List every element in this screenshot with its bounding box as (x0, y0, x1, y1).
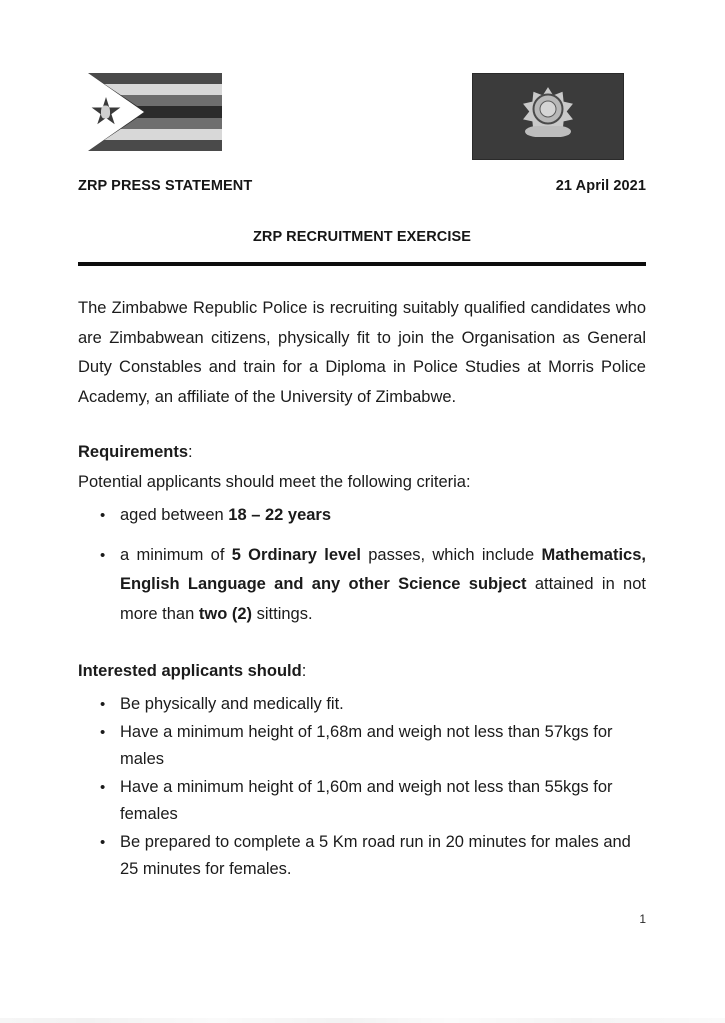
interested-heading-colon: : (301, 662, 307, 680)
intro-paragraph: The Zimbabwe Republic Police is recruiting suitably qualified candidates who are Zimbabwean citizens, physically fit to join the Organisation as General Duty Constables and train for a Diploma in Police Studies at Morris Police Academy, an affiliate of the University of Zimbabwe. (78, 299, 646, 406)
badge-emblem (522, 87, 574, 139)
emphasis-text: 5 Ordinary level (231, 545, 361, 564)
list-item-text: aged between (120, 506, 229, 524)
list-item-text: Have a minimum height of 1,68m and weigh not less than 57kgs for males (120, 722, 613, 768)
press-statement-line (78, 178, 646, 194)
list-item-text: Be prepared to complete a 5 Km road run in 20 minutes for males and 25 minutes for females. (120, 832, 631, 878)
emphasis-text: two (2) (198, 604, 253, 623)
list-item (78, 829, 646, 883)
interested-heading (78, 657, 646, 687)
emphasis-text: 18 – 22 years (228, 506, 332, 524)
list-item (78, 501, 646, 531)
requirements-bullet-list (78, 501, 646, 629)
zimbabwe-flag-icon (88, 73, 222, 151)
requirements-heading-text: Requirements (78, 443, 189, 461)
flag-stripe-1 (88, 73, 222, 84)
list-item (78, 774, 646, 828)
badge-inner-ring (540, 101, 557, 118)
list-item-text: Be physically and medically fit. (120, 694, 344, 713)
document-body (78, 294, 646, 884)
list-item (78, 691, 646, 718)
requirements-heading (78, 438, 646, 468)
zrp-police-badge-icon (472, 73, 624, 160)
list-item-text: passes, which include (360, 545, 542, 564)
statement-date: 21 April 2021 (555, 178, 646, 194)
list-item-text: attained in not more than (120, 575, 646, 623)
flag-zimbabwe-bird-icon (101, 106, 110, 119)
emphasis-text: Mathematics, English Language and any other Science subject (120, 545, 646, 593)
header-divider (78, 262, 646, 266)
page-title: ZRP RECRUITMENT EXERCISE (252, 229, 472, 245)
list-item-text: a minimum of (120, 545, 232, 564)
interested-bullet-list (78, 691, 646, 883)
section-spacer (78, 639, 646, 657)
requirements-heading-colon: : (188, 443, 193, 461)
scan-edge-artifact (0, 1018, 725, 1023)
requirements-lead: Potential applicants should meet the following criteria: (78, 472, 471, 491)
interested-heading-text: Interested applicants should (78, 662, 302, 680)
flag-stripe-7 (88, 140, 222, 151)
list-item (78, 541, 646, 630)
list-item-text: Have a minimum height of 1,60m and weigh not less than 55kgs for females (120, 777, 613, 823)
list-item-text: sittings. (252, 604, 313, 623)
page-number: 1 (639, 912, 646, 926)
press-statement-label: ZRP PRESS STATEMENT (78, 178, 253, 194)
list-item (78, 719, 646, 773)
badge-scroll-banner (525, 126, 571, 137)
